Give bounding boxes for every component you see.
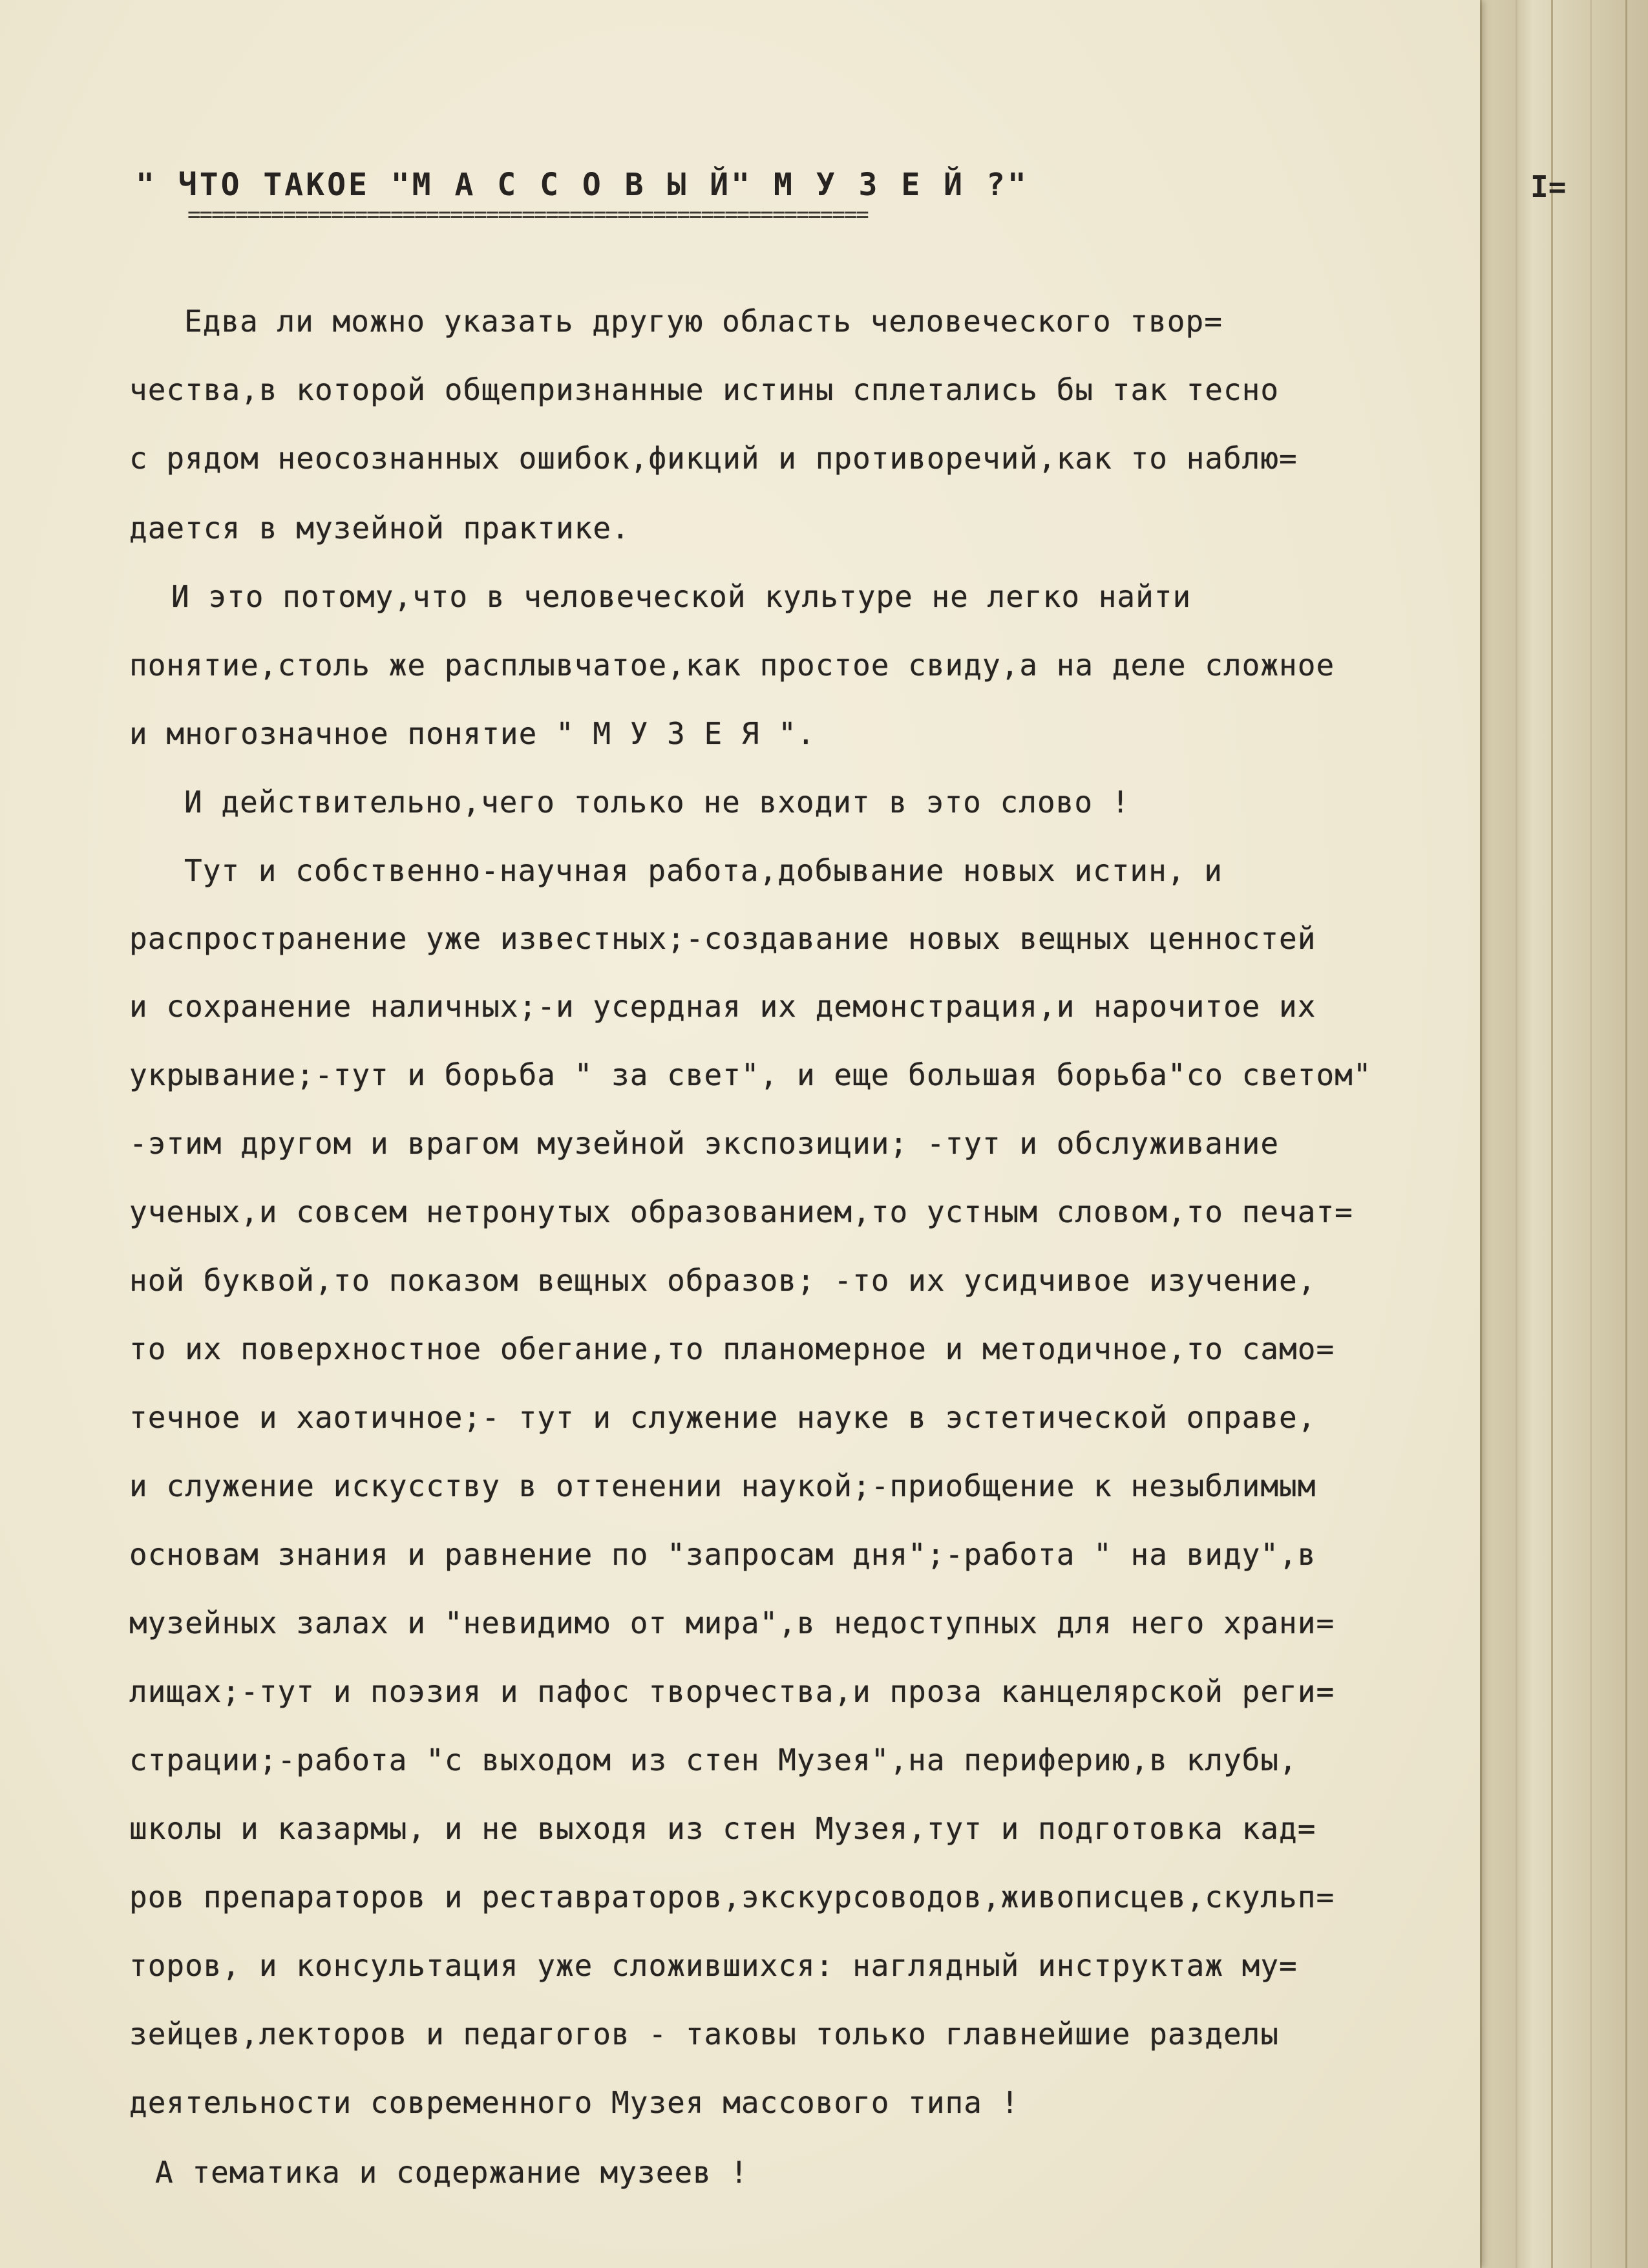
text-line: зейцев,лекторов и педагогов - таковы только главнейшие разделы [129,2017,1280,2051]
text-line: основам знания и равнение по "запросам дня";-работа " на виду",в [129,1537,1316,1572]
text-line: чества,в которой общепризнанные истины сплетались бы так тесно [129,372,1280,407]
text-line: понятие,столь же расплывчатое,как простое свиду,а на деле сложное [129,648,1335,683]
text-line: и сохранение наличных;-и усердная их демонстрация,и нарочитое их [129,989,1316,1024]
text-line: распространение уже известных;-создавание новых вещных ценностей [129,921,1316,956]
text-line: течное и хаотичное;- тут и служение науке в эстетической оправе, [129,1400,1316,1435]
text-line: И действительно,чего только не входит в это слово ! [184,785,1130,820]
text-line: страции;-работа "с выходом из стен Музея",на периферию,в клубы, [129,1743,1298,1777]
text-line: с рядом неосознанных ошибок,фикций и противоречий,как то наблю= [129,441,1298,476]
text-line: ной буквой,то показом вещных образов; -то их усидчивое изучение, [129,1263,1316,1298]
text-line: Тут и собственно-научная работа,добывание новых истин, и [184,853,1223,888]
text-line: и многозначное понятие " М У З Е Я ". [129,716,816,751]
text-line: торов, и консультация уже сложившихся: наглядный инструктаж му= [129,1948,1298,1983]
text-line: -этим другом и врагом музейной экспозиции; -тут и обслуживание [129,1126,1280,1161]
page-marker: I= [1530,169,1567,204]
text-line: музейных залах и "невидимо от мира",в недоступных для него храни= [129,1606,1335,1640]
text-line: то их поверхностное обегание,то планомерное и методичное,то само= [129,1331,1335,1366]
title-underline: ========================================================= [187,202,868,228]
page-title: " ЧТО ТАКОЕ "М А С С О В Ы Й" М У З Е Й ?" [136,167,1029,203]
text-line: укрывание;-тут и борьба " за свет", и еще большая борьба"со светом" [129,1057,1372,1092]
text-line: ров препараторов и реставраторов,экскурсоводов,живописцев,скульп= [129,1880,1335,1914]
text-line: И это потому,что в человеческой культуре не легко найти [171,579,1192,614]
text-line: ученых,и совсем нетронутых образованием,то устным словом,то печат= [129,1194,1353,1229]
text-line: Едва ли можно указать другую область человеческого твор= [184,304,1223,339]
text-line: дается в музейной практике. [129,511,630,546]
text-line: лищах;-тут и поэзия и пафос творчества,и проза канцелярской реги= [129,1674,1335,1709]
underlying-sheets-edge [1454,0,1648,2268]
text-line: деятельности современного Музея массового типа ! [129,2085,1020,2120]
text-line: А тематика и содержание музеев ! [155,2155,749,2190]
text-line: школы и казармы, и не выходя из стен Музея,тут и подготовка кад= [129,1811,1316,1846]
text-line: и служение искусству в оттенении наукой;-приобщение к незыблимым [129,1468,1316,1503]
